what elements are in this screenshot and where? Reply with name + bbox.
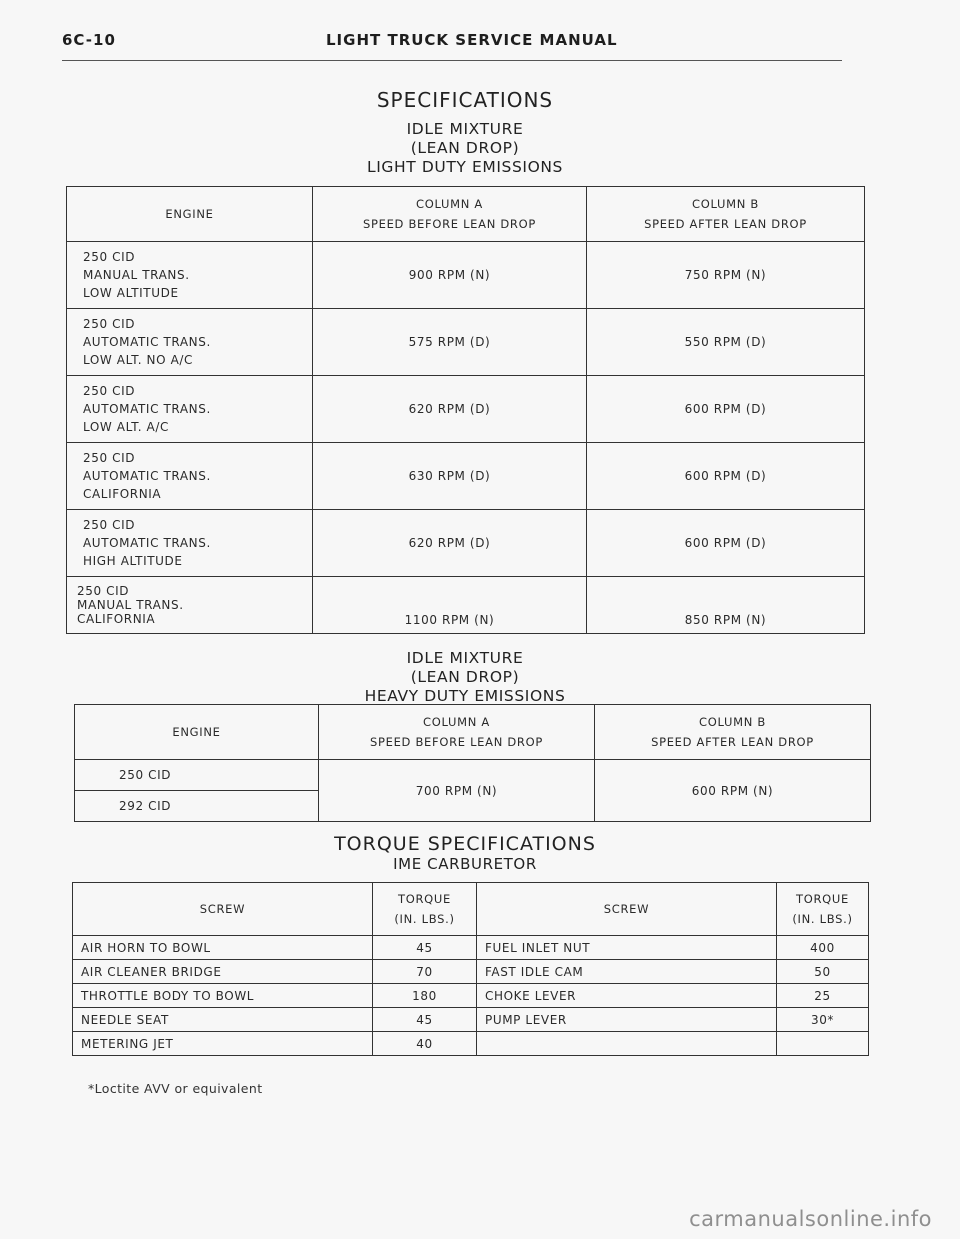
- engine-cell: 292 CID: [75, 791, 319, 822]
- specifications-title: SPECIFICATIONS: [376, 88, 554, 112]
- engine-line: AUTOMATIC TRANS.: [83, 536, 211, 550]
- screw-cell: [477, 1032, 777, 1056]
- column-b-header: [587, 187, 865, 242]
- engine-line: CALIFORNIA: [83, 487, 162, 501]
- engine-line: 250 CID: [83, 451, 136, 465]
- screw-header: SCREW: [73, 883, 373, 936]
- engine-line: MANUAL TRANS.: [77, 598, 184, 612]
- page-number: 6C-10: [62, 31, 116, 49]
- torque-header-unit: (IN. LBS.): [792, 912, 853, 926]
- screw-cell: FUEL INLET NUT: [477, 936, 777, 960]
- column-b-subtitle: SPEED AFTER LEAN DROP: [644, 217, 807, 231]
- light-duty-title-line: LIGHT DUTY EMISSIONS: [366, 158, 564, 176]
- torque-cell: 40: [373, 1032, 477, 1056]
- table-row: [67, 242, 865, 309]
- light-duty-title-line: (LEAN DROP): [410, 139, 520, 157]
- speed-before-cell: 1100 RPM (N): [313, 577, 587, 634]
- speed-after-cell: 750 RPM (N): [587, 242, 865, 309]
- torque-specifications-title: TORQUE SPECIFICATIONS: [334, 833, 596, 855]
- screw-header: SCREW: [477, 883, 777, 936]
- heavy-duty-title-line: (LEAN DROP): [410, 668, 520, 686]
- watermark: carmanualsonline.info: [689, 1207, 932, 1231]
- engine-line: MANUAL TRANS.: [83, 268, 190, 282]
- table-row: [73, 1032, 869, 1056]
- torque-table: [72, 882, 869, 1056]
- torque-cell: 45: [373, 1008, 477, 1032]
- engine-cell: [67, 577, 313, 634]
- torque-header: [777, 883, 869, 936]
- engine-line: LOW ALT. NO A/C: [83, 353, 194, 367]
- speed-before-cell: 700 RPM (N): [319, 760, 595, 822]
- torque-cell: 400: [777, 936, 869, 960]
- speed-before-cell: 620 RPM (D): [313, 510, 587, 577]
- table-row: [73, 936, 869, 960]
- speed-after-cell: 600 RPM (D): [587, 510, 865, 577]
- speed-after-cell: 600 RPM (D): [587, 443, 865, 510]
- torque-header-line: TORQUE: [795, 892, 849, 906]
- torque-cell: 50: [777, 960, 869, 984]
- heavy-duty-title: [0, 649, 930, 706]
- manual-title: LIGHT TRUCK SERVICE MANUAL: [326, 31, 618, 49]
- engine-cell: [67, 443, 313, 510]
- torque-header-line: TORQUE: [397, 892, 451, 906]
- engine-line: 250 CID: [83, 250, 136, 264]
- footnote: *Loctite AVV or equivalent: [88, 1081, 263, 1096]
- light-duty-title-line: IDLE MIXTURE: [406, 120, 524, 138]
- speed-after-cell: 850 RPM (N): [587, 577, 865, 634]
- table-row: [73, 960, 869, 984]
- column-a-header: [313, 187, 587, 242]
- engine-line: LOW ALT. A/C: [83, 420, 169, 434]
- light-duty-table: [66, 186, 865, 634]
- engine-header: ENGINE: [67, 187, 313, 242]
- table-header-row: [73, 883, 869, 936]
- screw-cell: PUMP LEVER: [477, 1008, 777, 1032]
- screw-cell: AIR HORN TO BOWL: [73, 936, 373, 960]
- torque-cell: 45: [373, 936, 477, 960]
- carburetor-subtitle: IME CARBURETOR: [393, 855, 537, 873]
- column-b-title: COLUMN B: [698, 715, 766, 729]
- table-row: [67, 443, 865, 510]
- speed-after-cell: 600 RPM (D): [587, 376, 865, 443]
- table-header-row: [75, 705, 871, 760]
- screw-cell: METERING JET: [73, 1032, 373, 1056]
- table-row: [67, 577, 865, 634]
- header-rule: [62, 60, 842, 61]
- screw-cell: FAST IDLE CAM: [477, 960, 777, 984]
- torque-cell: 180: [373, 984, 477, 1008]
- speed-after-cell: 550 RPM (D): [587, 309, 865, 376]
- speed-before-cell: 900 RPM (N): [313, 242, 587, 309]
- engine-line: CALIFORNIA: [77, 612, 156, 626]
- speed-before-cell: 630 RPM (D): [313, 443, 587, 510]
- heavy-duty-title-line: HEAVY DUTY EMISSIONS: [364, 687, 566, 705]
- engine-cell: [67, 510, 313, 577]
- table-header-row: [67, 187, 865, 242]
- engine-line: 250 CID: [83, 518, 136, 532]
- screw-cell: THROTTLE BODY TO BOWL: [73, 984, 373, 1008]
- engine-cell: 250 CID: [75, 760, 319, 791]
- column-a-subtitle: SPEED BEFORE LEAN DROP: [362, 217, 537, 231]
- engine-cell: [67, 309, 313, 376]
- torque-cell: 25: [777, 984, 869, 1008]
- engine-line: AUTOMATIC TRANS.: [83, 469, 211, 483]
- engine-line: 250 CID: [83, 317, 136, 331]
- table-row: [67, 376, 865, 443]
- column-a-subtitle: SPEED BEFORE LEAN DROP: [369, 735, 544, 749]
- table-row: [73, 984, 869, 1008]
- engine-line: 250 CID: [77, 584, 130, 598]
- heavy-duty-title-line: IDLE MIXTURE: [406, 649, 524, 667]
- engine-line: LOW ALTITUDE: [83, 286, 179, 300]
- speed-after-cell: 600 RPM (N): [595, 760, 871, 822]
- engine-line: HIGH ALTITUDE: [83, 554, 183, 568]
- column-a-title: COLUMN A: [423, 715, 490, 729]
- column-a-title: COLUMN A: [416, 197, 483, 211]
- column-a-header: [319, 705, 595, 760]
- table-row: [67, 309, 865, 376]
- engine-line: AUTOMATIC TRANS.: [83, 402, 211, 416]
- screw-cell: NEEDLE SEAT: [73, 1008, 373, 1032]
- screw-cell: CHOKE LEVER: [477, 984, 777, 1008]
- speed-before-cell: 575 RPM (D): [313, 309, 587, 376]
- torque-header-unit: (IN. LBS.): [394, 912, 455, 926]
- column-b-title: COLUMN B: [691, 197, 759, 211]
- table-row: [67, 510, 865, 577]
- engine-cell: [67, 242, 313, 309]
- torque-cell: 30*: [777, 1008, 869, 1032]
- column-b-subtitle: SPEED AFTER LEAN DROP: [651, 735, 814, 749]
- heavy-duty-table: [74, 704, 871, 822]
- speed-before-cell: 620 RPM (D): [313, 376, 587, 443]
- torque-cell: [777, 1032, 869, 1056]
- table-row: [75, 760, 871, 791]
- torque-cell: 70: [373, 960, 477, 984]
- torque-header: [373, 883, 477, 936]
- engine-cell: [67, 376, 313, 443]
- screw-cell: AIR CLEANER BRIDGE: [73, 960, 373, 984]
- engine-line: AUTOMATIC TRANS.: [83, 335, 211, 349]
- engine-header: ENGINE: [75, 705, 319, 760]
- page-header: [62, 31, 618, 49]
- column-b-header: [595, 705, 871, 760]
- table-row: [73, 1008, 869, 1032]
- light-duty-title: [0, 120, 930, 177]
- engine-line: 250 CID: [83, 384, 136, 398]
